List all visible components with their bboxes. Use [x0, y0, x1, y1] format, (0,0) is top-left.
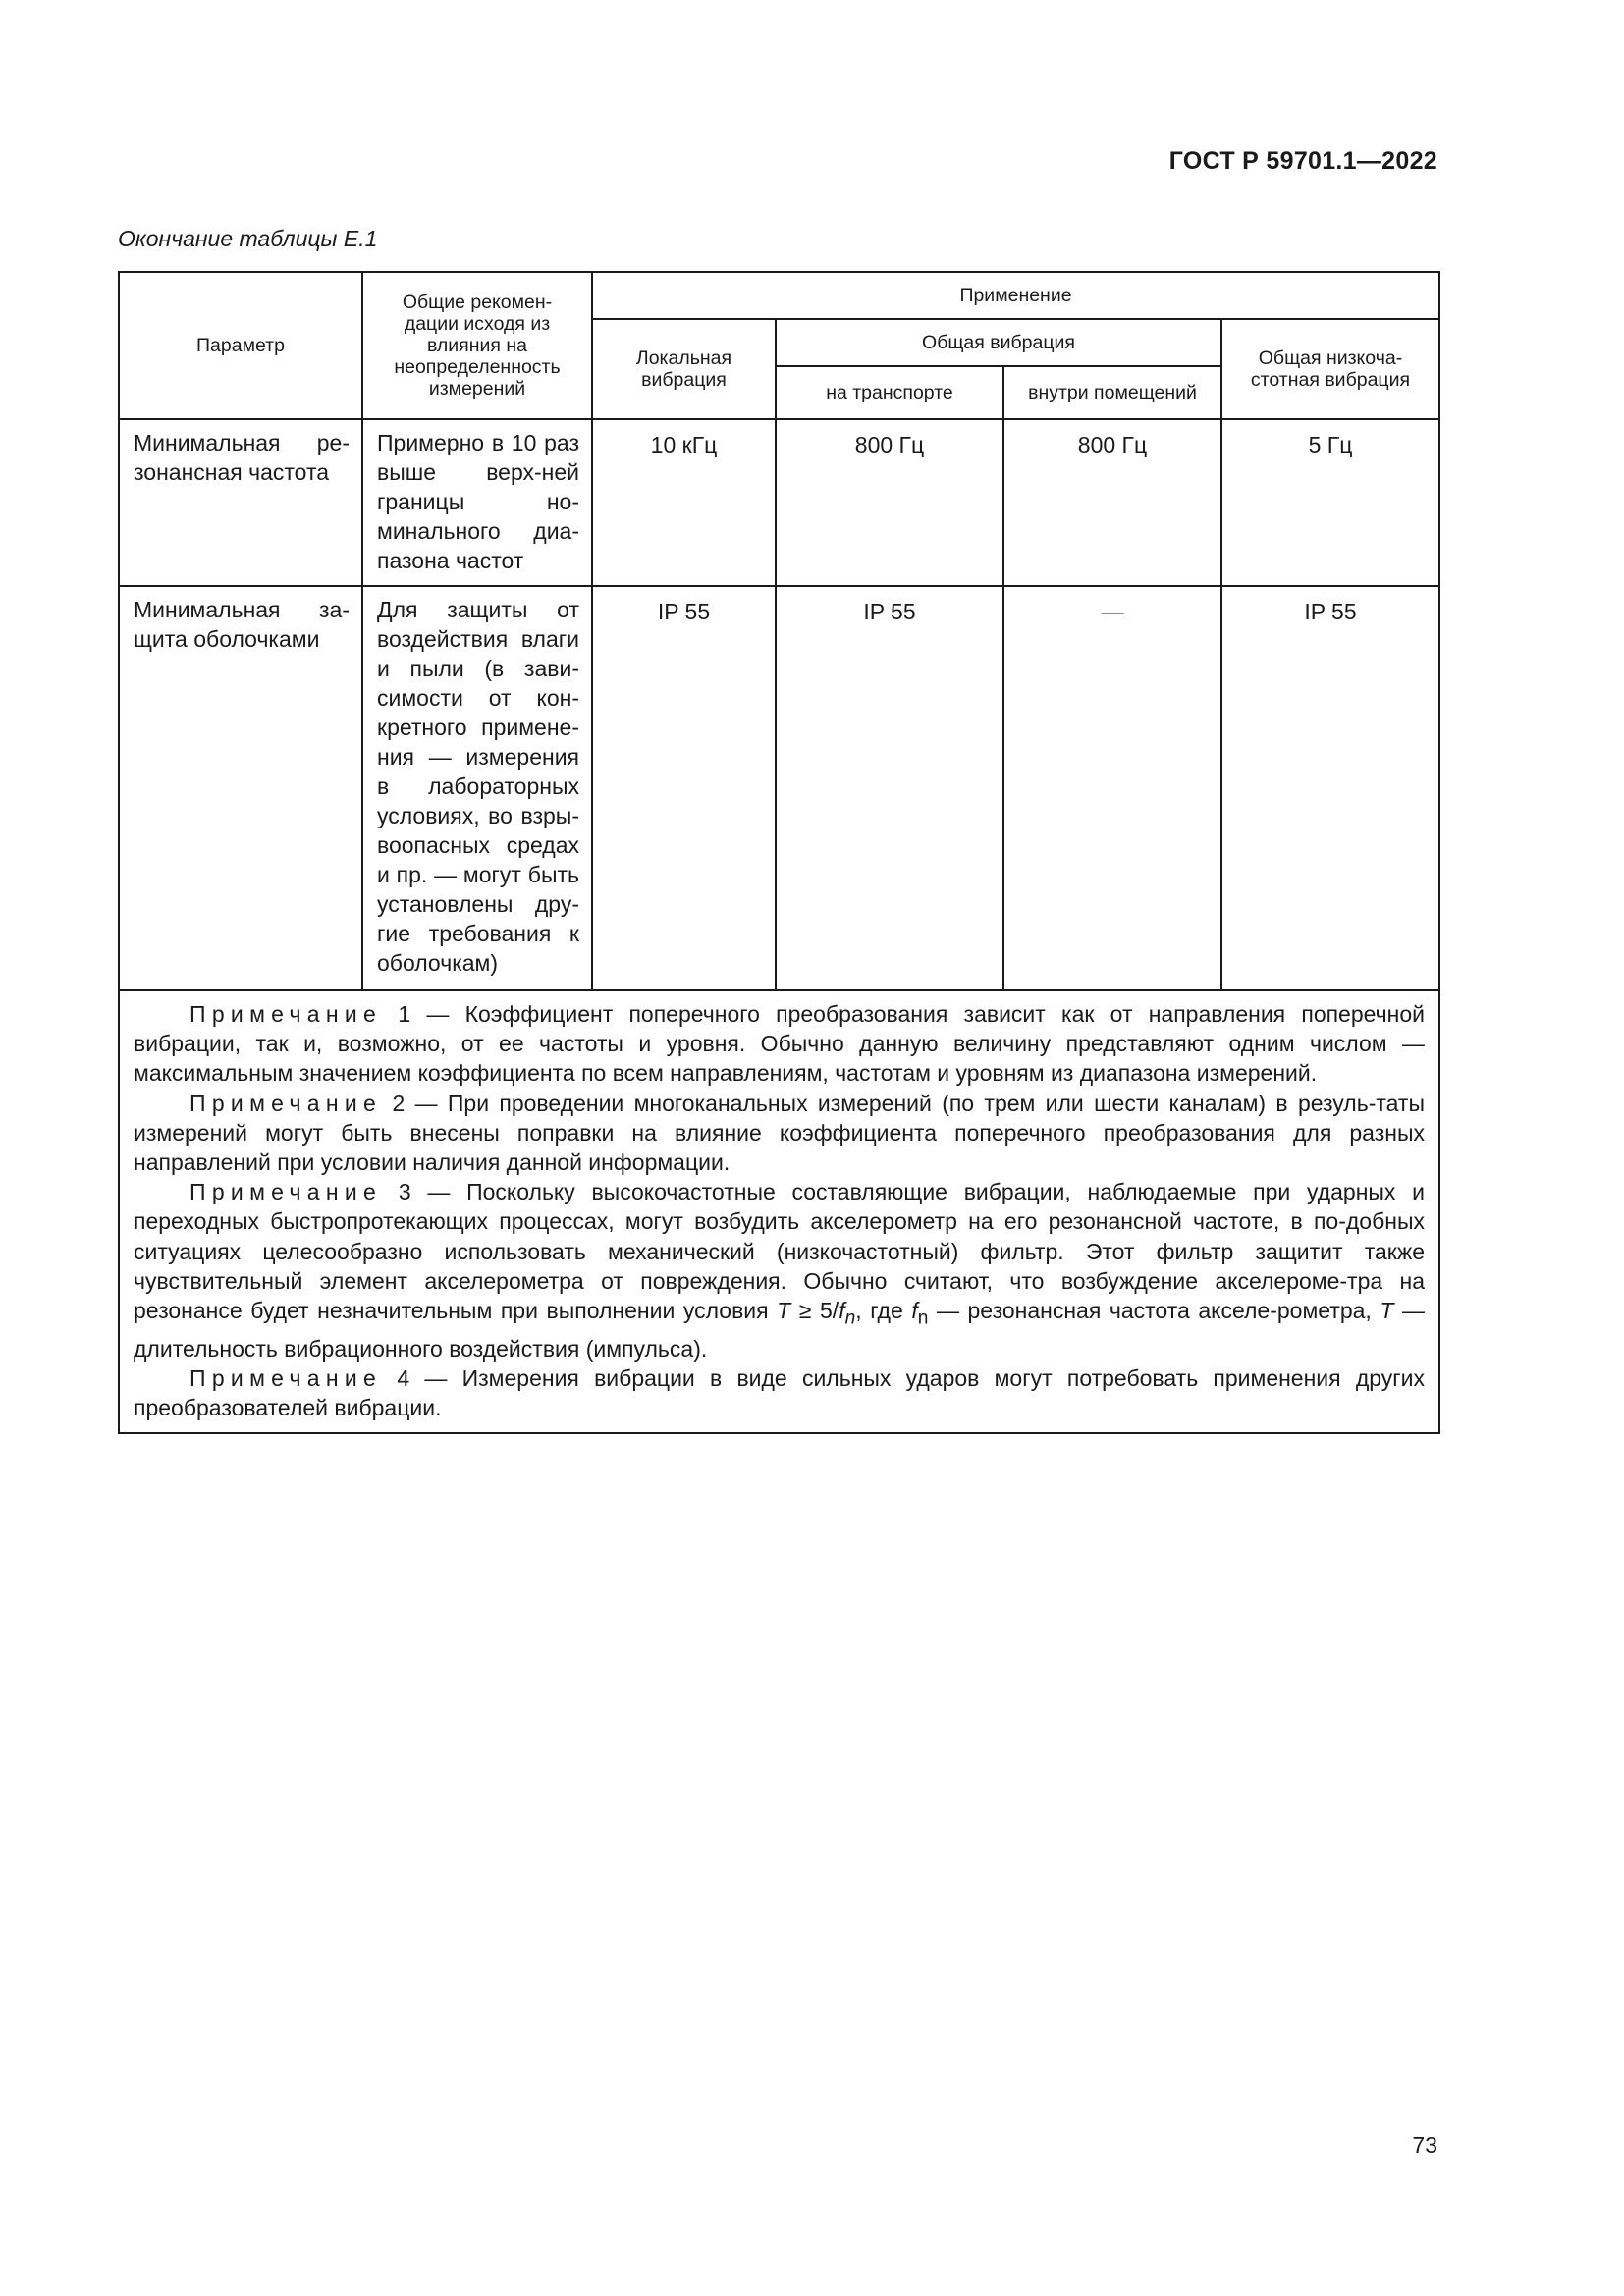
- variable-f: f: [839, 1298, 845, 1324]
- header-application: Применение: [592, 272, 1439, 319]
- row-transport-value: IP 55: [776, 586, 1003, 990]
- header-transport: на транспорте: [776, 366, 1003, 419]
- row-indoors-value: 800 Гц: [1003, 419, 1221, 586]
- row-local-value: 10 кГц: [592, 419, 776, 586]
- variable-t: T: [777, 1298, 791, 1324]
- page-number: 73: [1412, 2132, 1437, 2158]
- row-low-frequency-value: 5 Гц: [1221, 419, 1439, 586]
- row-recommendation: Примерно в 10 раз выше верх-ней границы но-минального диа-пазона частот: [362, 419, 592, 586]
- subscript-n: n: [917, 1308, 929, 1329]
- row-local-value: IP 55: [592, 586, 776, 990]
- row-parameter: Минимальная за-щита оболочками: [119, 586, 362, 990]
- document-code: ГОСТ Р 59701.1—2022: [1168, 147, 1437, 175]
- header-general-vibration: Общая вибрация: [776, 319, 1221, 366]
- table-row: [119, 419, 1439, 586]
- note-label: Примечание: [189, 1001, 383, 1027]
- note-text: 2 — При проведении многоканальных измерений (по трем или шести каналам) в резуль-таты измерений могут быть внесены поправки на влияние коэффициента поперечного преобразования для разных направлений при условии наличия данной информации.: [134, 1090, 1425, 1176]
- row-parameter: Минимальная ре-зонансная частота: [119, 419, 362, 586]
- variable-f: f: [911, 1298, 918, 1324]
- header-local-vibration: Локальная вибрация: [592, 319, 776, 419]
- row-indoors-value: —: [1003, 586, 1221, 990]
- subscript-n: n: [844, 1308, 856, 1329]
- note-text: , где: [855, 1298, 912, 1324]
- table-row: [119, 586, 1439, 990]
- specification-table: [118, 271, 1440, 1434]
- header-indoors: внутри помещений: [1003, 366, 1221, 419]
- relation: ≥ 5/: [790, 1298, 839, 1324]
- note-4: [134, 1363, 1425, 1422]
- header-parameter: Параметр: [119, 272, 362, 419]
- note-2: [134, 1089, 1425, 1178]
- row-recommendation: Для защиты от воздействия влаги и пыли (в зави-симости от кон-кретного примене-ния — измерения в лабораторных условиях, во взры-воопасных средах и пр. — могут быть установлены дру-гие требования к оболочкам): [362, 586, 592, 990]
- note-text: 1 — Коэффициент поперечного преобразования зависит как от направления поперечной вибрации, так и, возможно, от ее частоты и уровня. Обычно данную величину представляют одним числом — максимальным значением коэффициента по всем направлениям, частотам и уровням из диапазона измерений.: [134, 1001, 1425, 1087]
- row-low-frequency-value: IP 55: [1221, 586, 1439, 990]
- header-recommendations: Общие рекомен-дации исходя из влияния на неопределенность измерений: [362, 272, 592, 419]
- notes-section: [119, 990, 1439, 1433]
- note-text: 3 — Поскольку высокочастотные составляющие вибрации, наблюдаемые при ударных и переходных быстропротекающих процессах, могут возбудить акселерометр на его резонансной частоте, в по-добных ситуациях целесообразно использовать механический (низкочастотный) фильтр. Этот фильтр защитит также чувствительный элемент акселерометра от повреждения. Обычно считают, что возбуждение акселероме-тра на резонансе будет незначительным при выполнении условия: [134, 1179, 1425, 1324]
- note-1: [134, 999, 1425, 1089]
- note-label: Примечание: [189, 1365, 383, 1392]
- note-label: Примечание: [189, 1090, 383, 1116]
- note-text: — резонансная частота акселе-рометра,: [928, 1298, 1380, 1324]
- note-3: [134, 1177, 1425, 1363]
- header-low-frequency-vibration: Общая низкоча-стотная вибрация: [1221, 319, 1439, 419]
- note-label: Примечание: [189, 1179, 383, 1205]
- note-text: 4 — Измерения вибрации в виде сильных ударов могут потребовать применения других преобразователей вибрации.: [134, 1365, 1426, 1421]
- row-transport-value: 800 Гц: [776, 419, 1003, 586]
- variable-t: T: [1380, 1298, 1394, 1324]
- note-text: — длительность вибрационного воздействия (импульса).: [134, 1298, 1425, 1362]
- table-caption: Окончание таблицы Е.1: [118, 226, 378, 251]
